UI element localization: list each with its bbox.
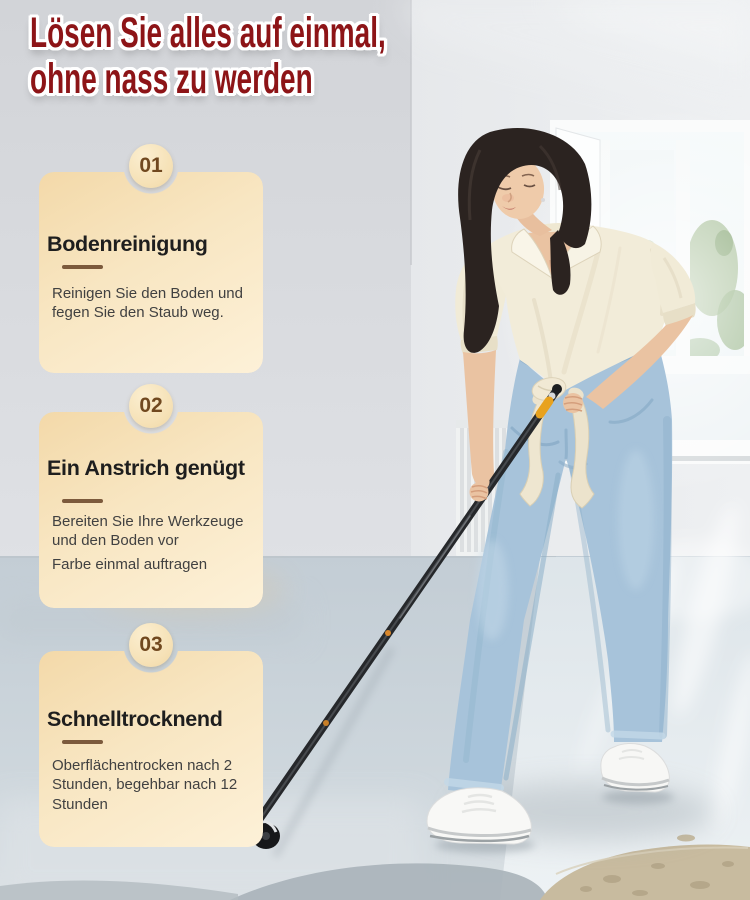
card-title: Ein Anstrich genügt	[47, 456, 245, 480]
card-body: Reinigen Sie den Boden und fegen Sie den Staub weg.	[52, 284, 243, 322]
step-number-badge: 01	[129, 144, 173, 188]
title-underline	[62, 740, 103, 744]
card-body: Oberflächentrocken nach 2 Stunden, begehbar nach 12 Stunden	[52, 756, 238, 814]
feature-card-1	[39, 154, 263, 373]
title-underline	[62, 265, 103, 269]
card-title: Bodenreinigung	[47, 232, 208, 256]
step-number-badge: 03	[129, 623, 173, 667]
step-number-badge: 02	[129, 384, 173, 428]
card-body: Bereiten Sie Ihre Werkzeuge und den Boden vor Farbe einmal auftragen	[52, 512, 244, 574]
earring	[541, 198, 545, 202]
headline-line2: ohne nass zu werden	[30, 55, 313, 103]
headline-line1: Lösen Sie alles auf einmal,	[30, 9, 386, 57]
card-title: Schnelltrocknend	[47, 707, 223, 731]
feature-card-3	[39, 633, 263, 847]
title-underline	[62, 499, 103, 503]
headline	[30, 10, 386, 102]
feature-card-2	[39, 394, 263, 608]
